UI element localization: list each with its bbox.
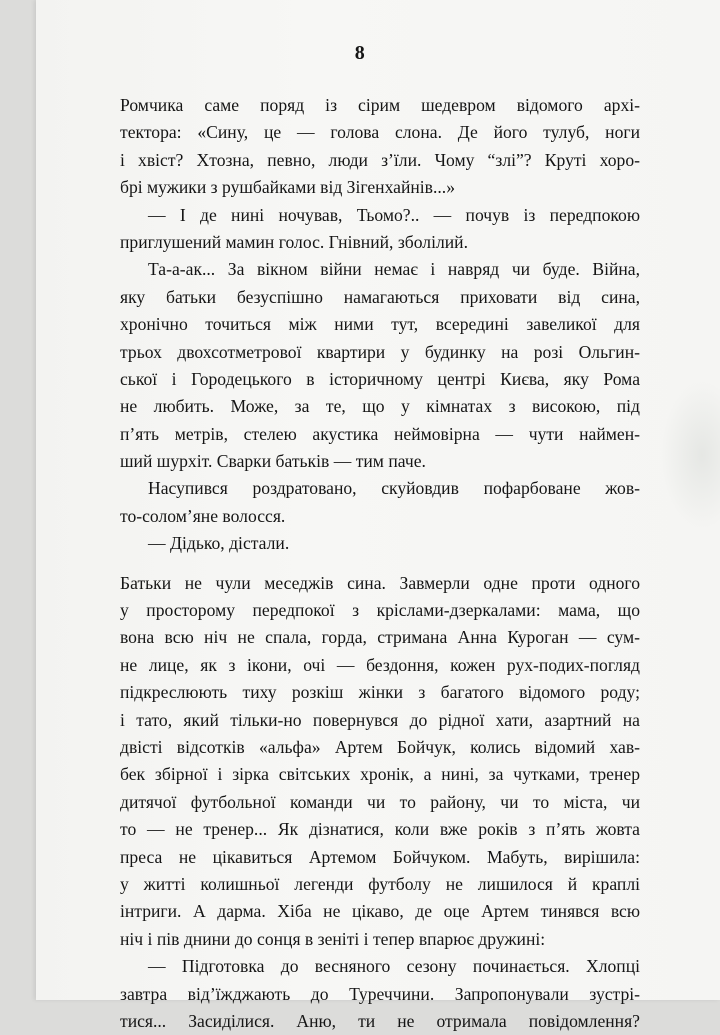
text-line: підкреслюють тиху розкіш жінки з багатого відомого роду; (120, 682, 640, 703)
text-line: не любить. Може, за те, що у кімнатах з високою, під (120, 396, 640, 417)
text-line: — Дідько, дістали. (148, 533, 290, 554)
paragraph (120, 202, 640, 257)
text-line: то — не тренер... Як дізнатися, коли вже років з п’ять жовта (120, 819, 640, 840)
text-line: брі мужики з рушбайками від Зігенхайнів...» (120, 177, 455, 198)
text-line: хронічно точиться між ними тут, всередині завеликої для (120, 314, 640, 335)
text-line: трьох двохсотметрової квартири у будинку на розі Ольгин- (120, 341, 640, 362)
paragraph (120, 256, 640, 475)
page-number: 8 (354, 42, 366, 64)
text-line: Насупився роздратовано, скуйовдив пофарбоване жов- (148, 478, 640, 499)
text-line: ської і Городецького в історичному центрі Києва, яку Рома (120, 368, 640, 389)
text-line: не лице, як з ікони, очі — бездоння, кожен рух-подих-погляд (120, 654, 640, 675)
body-text (120, 92, 640, 1035)
text-line: вона всю ніч не спала, горда, стримана Анна Куроган — сум- (120, 627, 640, 648)
text-line: Та-а-ак... За вікном війни немає і навряд чи буде. Війна, (148, 259, 640, 280)
paragraph (120, 953, 640, 1035)
text-line: п’ять метрів, стелею акустика неймовірна — чути наймен- (120, 423, 640, 444)
paragraph (120, 570, 640, 953)
text-line: дитячої футбольної команди чи то району, чи то міста, чи (120, 791, 640, 812)
text-line: інтриги. А дарма. Хіба не цікаво, де оце Артем тинявся всю (120, 901, 640, 922)
text-line: і хвіст? Хтозна, певно, люди з’їли. Чому “злі”? Круті хоро- (120, 149, 640, 170)
text-line: бек збірної і зірка світських хронік, а нині, за чутками, тренер (120, 764, 640, 785)
text-line: двісті відсотків «альфа» Артем Бойчук, колись відомий хав- (120, 736, 640, 757)
paragraph (120, 92, 640, 202)
text-line: преса не цікавиться Артемом Бойчуком. Мабуть, вирішила: (120, 846, 640, 867)
text-line: Батьки не чули меседжів сина. Завмерли одне проти одного (120, 572, 640, 593)
section-break (120, 558, 640, 570)
text-line: то-солом’яне волосся. (120, 505, 286, 526)
show-through-smudge (660, 380, 720, 530)
text-line: у просторому передпокої з кріслами-дзеркалами: мама, що (120, 600, 640, 621)
paragraph (120, 475, 640, 530)
text-line: Ромчика саме поряд із сірим шедевром відомого архі- (120, 95, 640, 115)
text-line: ніч і пів днини до сонця в зеніті і тепер впарює дружині: (120, 928, 546, 949)
text-line: ший шурхіт. Сварки батьків — тим паче. (120, 451, 426, 472)
text-line: і тато, який тільки-но повернувся до рідної хати, азартний на (120, 709, 640, 730)
text-line: — Підготовка до весняного сезону починається. Хлопці (148, 956, 640, 977)
text-line: у житті колишньої легенди футболу не лишилося й краплі (120, 873, 640, 894)
paragraph (120, 530, 640, 557)
text-line: яку батьки безуспішно намагаються приховати від сина, (120, 286, 640, 307)
text-line: приглушений мамин голос. Гнівний, зболілий. (120, 231, 468, 252)
text-line: — І де нині ночував, Тьомо?.. — почув із передпокою (148, 204, 640, 225)
text-line: тектора: «Сину, це — голова слона. Де його тулуб, ноги (120, 122, 640, 143)
text-line: завтра від’їжджають до Туреччини. Запропонували зустрі- (120, 983, 640, 1004)
text-line: тися... Засиділися. Аню, ти не отримала повідомлення? (120, 1010, 640, 1031)
